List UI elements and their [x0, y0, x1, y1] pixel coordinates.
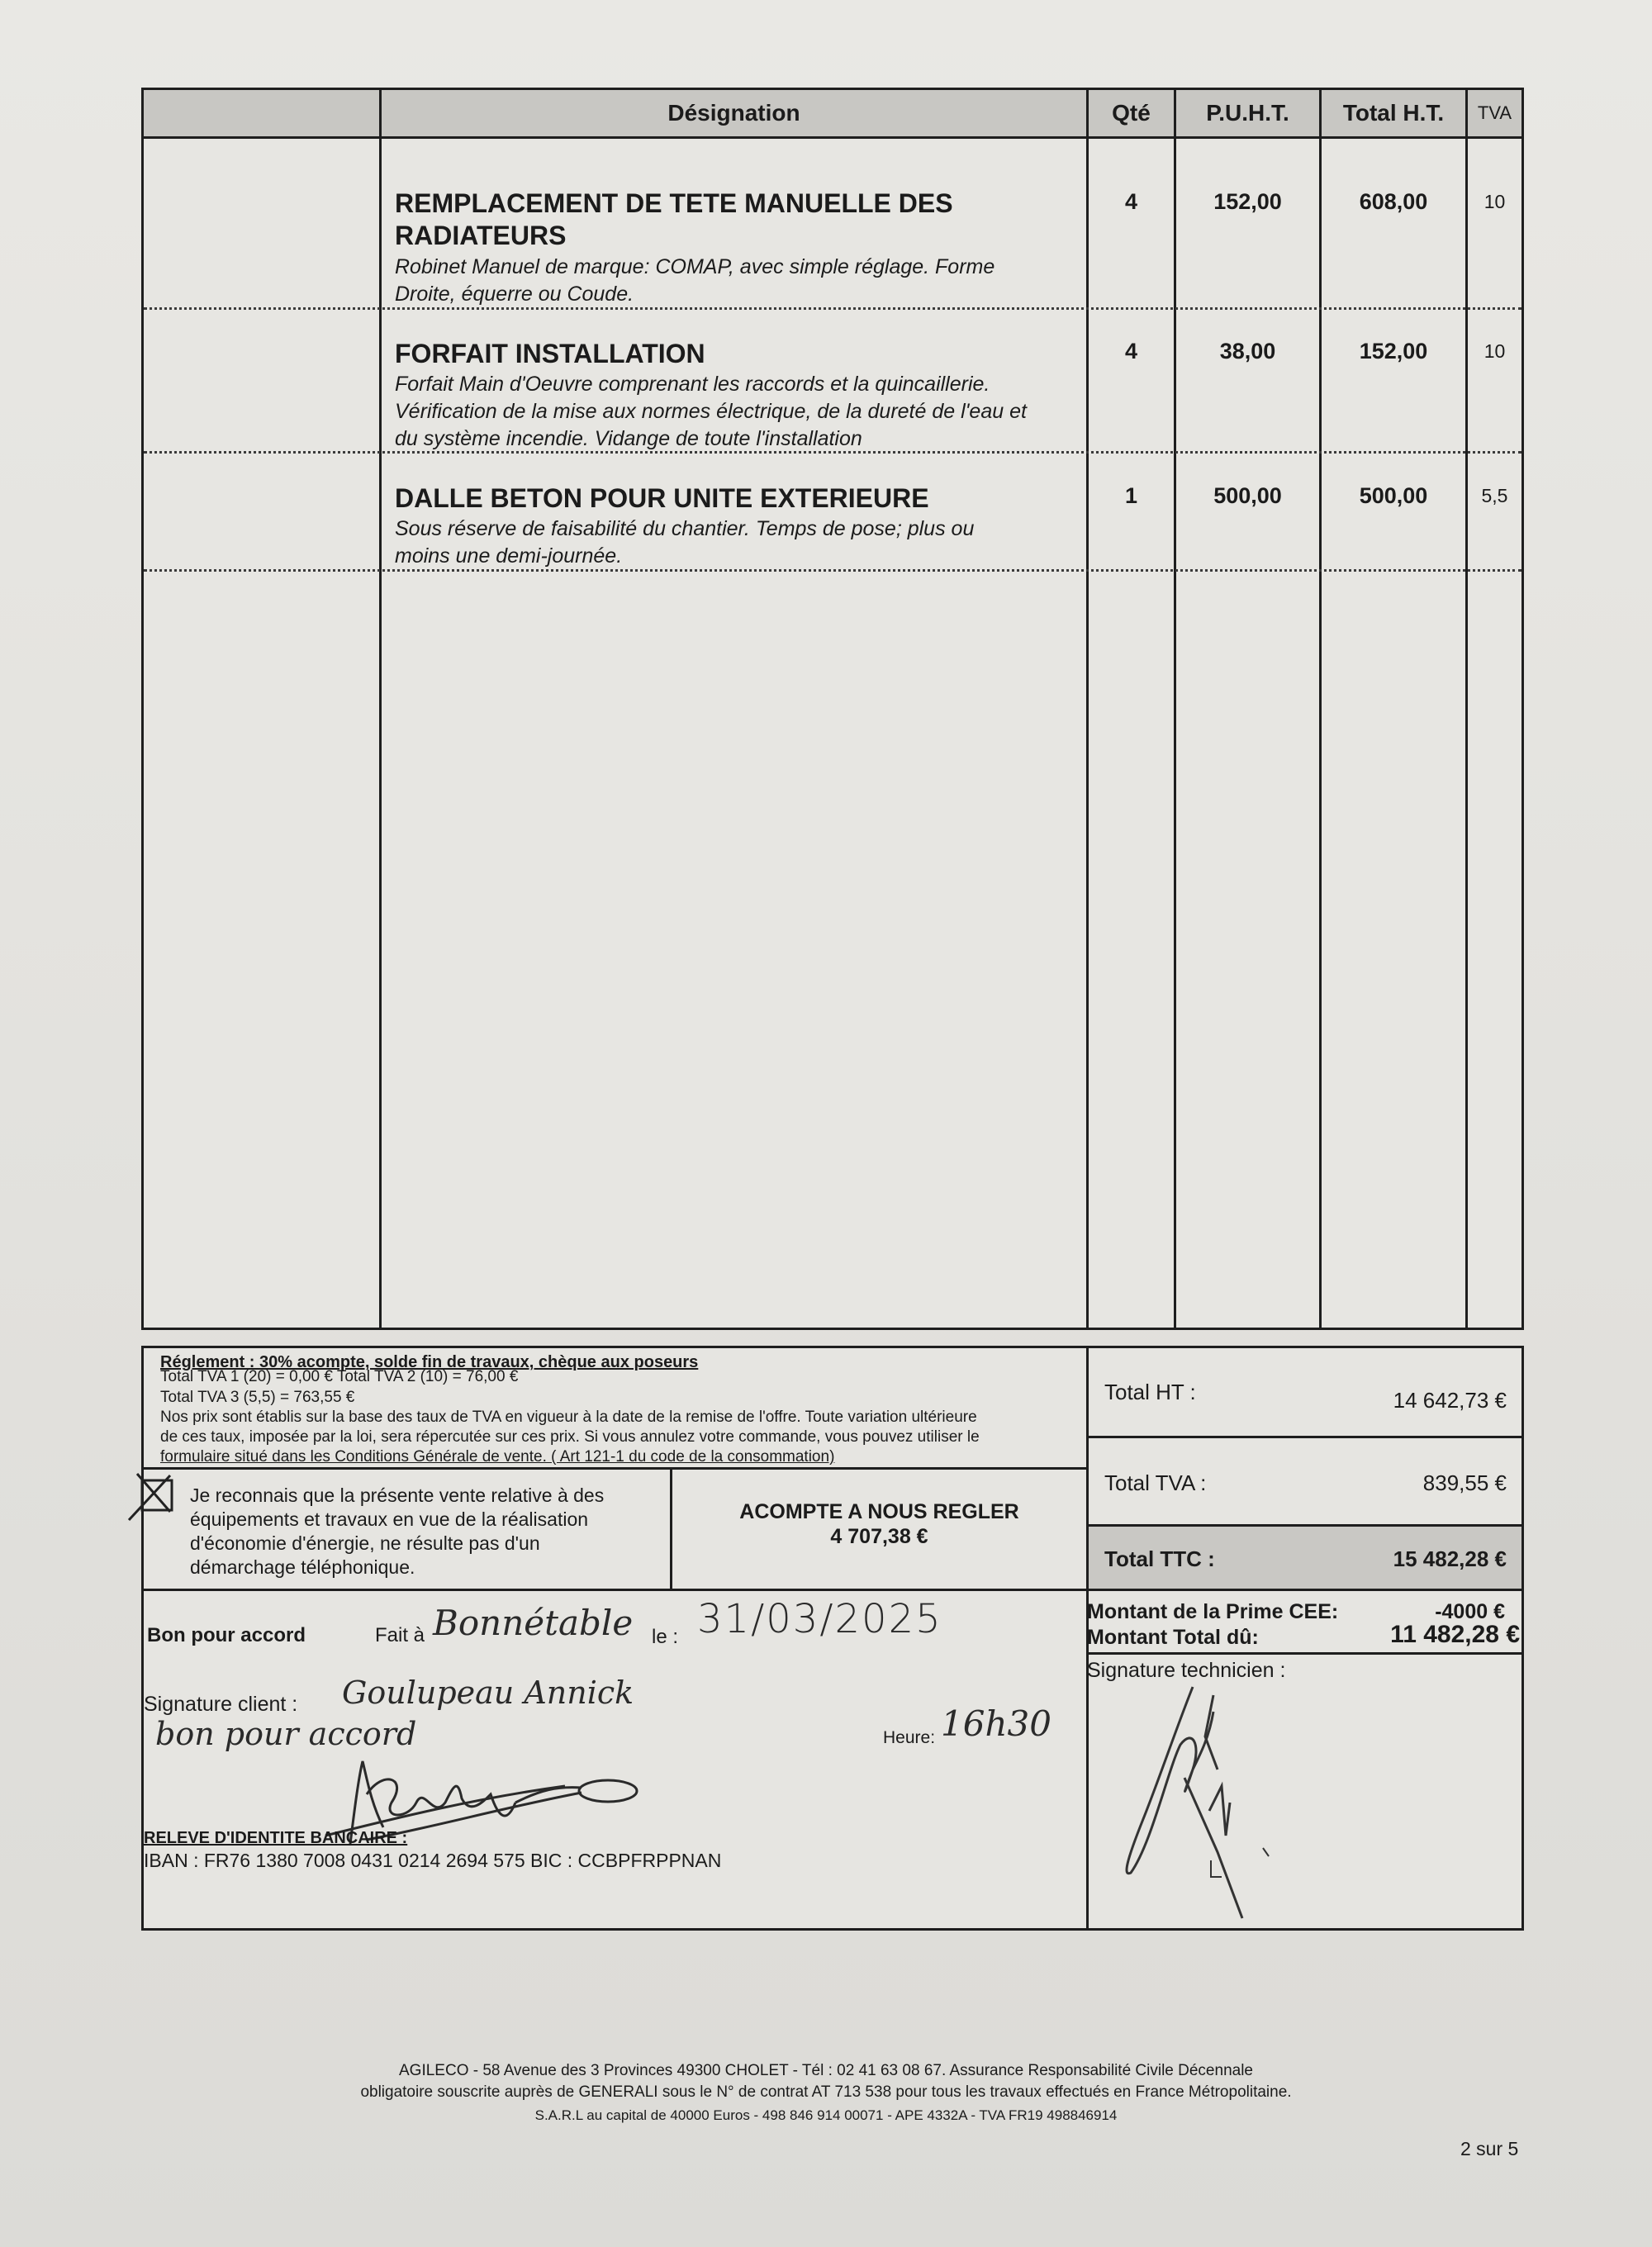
items-table: [141, 88, 1524, 1330]
item-total-ht: 152,00: [1359, 339, 1428, 363]
item-description: Vérification de la mise aux normes électrique, de la dureté de l'eau et: [395, 400, 1027, 423]
total-ttc-label: Total TTC :: [1104, 1546, 1215, 1571]
box-divider: [1086, 1436, 1521, 1438]
item-description: Sous réserve de faisabilité du chantier. Temps de pose; plus ou: [395, 517, 975, 540]
prime-cee-label: Montant de la Prime CEE:: [1087, 1600, 1339, 1623]
box-divider: [144, 1589, 1521, 1591]
footer-line: AGILECO - 58 Avenue des 3 Provinces 49300 CHOLET - Tél : 02 41 63 08 67. Assurance Responsabilité Civile Décennale: [399, 2062, 1253, 2079]
box-divider: [1086, 1524, 1521, 1527]
item-title: DALLE BETON POUR UNITE EXTERIEURE: [395, 483, 929, 513]
header-tva: TVA: [1477, 102, 1512, 123]
technician-signature-label: Signature technicien :: [1087, 1659, 1286, 1682]
row-separator: [144, 451, 1521, 454]
acompte-block: [672, 1499, 1086, 1549]
total-tva-label: Total TVA :: [1104, 1470, 1207, 1495]
acompte-label: ACOMPTE A NOUS REGLER: [739, 1500, 1019, 1523]
heure-label: Heure:: [883, 1728, 936, 1747]
item-title: REMPLACEMENT DE TETE MANUELLE DES: [395, 188, 953, 218]
acknowledgement-line: d'économie d'énergie, ne résulte pas d'un: [190, 1532, 540, 1554]
total-ttc-value: 15 482,28 €: [1393, 1546, 1507, 1571]
box-divider: [1086, 1652, 1521, 1655]
bon-pour-accord-label: Bon pour accord: [147, 1624, 306, 1646]
item-unit-price: 38,00: [1219, 339, 1276, 363]
item-description: du système incendie. Vidange de toute l'installation: [395, 427, 862, 450]
item-tva: 5,5: [1481, 485, 1508, 506]
header-qty: Qté: [1112, 100, 1151, 126]
checkbox-cross-icon: [134, 1472, 183, 1522]
payment-terms: Réglement : 30% acompte, solde fin de travaux, chèque aux poseurs: [160, 1353, 699, 1371]
header-total-ht: Total H.T.: [1342, 100, 1445, 126]
total-ht-value: 14 642,73 €: [1393, 1388, 1507, 1413]
summary-box: [141, 1346, 1524, 1931]
column-divider: [1174, 90, 1176, 1328]
row-separator: [144, 307, 1521, 310]
item-tva: 10: [1483, 191, 1506, 212]
item-total-ht: 608,00: [1359, 189, 1428, 214]
item-qty: 1: [1124, 483, 1138, 508]
item-description: Forfait Main d'Oeuvre comprenant les raccords et la quincaillerie.: [395, 373, 990, 396]
column-divider: [1319, 90, 1322, 1328]
bank-details: IBAN : FR76 1380 7008 0431 0214 2694 575 BIC : CCBPFRPPNAN: [144, 1850, 722, 1871]
fait-a-label: Fait à: [375, 1624, 425, 1646]
item-qty: 4: [1124, 189, 1138, 214]
fait-a-value: Bonnétable: [433, 1603, 634, 1643]
total-due-label: Montant Total dû:: [1087, 1626, 1259, 1649]
row-separator: [144, 569, 1521, 572]
item-tva: 10: [1483, 340, 1506, 362]
client-signature-label: Signature client :: [144, 1693, 298, 1716]
acknowledgement-text: [190, 1484, 604, 1580]
box-divider: [144, 1467, 1086, 1470]
tva-notice: de ces taux, imposée par la loi, sera répercutée sur ces prix. Si vous annulez votre commande, vous pouvez utiliser le: [160, 1428, 980, 1446]
item-description: moins une demi-journée.: [395, 544, 623, 568]
item-title: RADIATEURS: [395, 221, 567, 250]
date-value: 31/03/2025: [697, 1596, 942, 1642]
header-unit-price: P.U.H.T.: [1206, 100, 1289, 126]
item-title: FORFAIT INSTALLATION: [395, 339, 705, 368]
item-description: Robinet Manuel de marque: COMAP, avec simple réglage. Forme: [395, 255, 995, 278]
total-due-value: 11 482,28 €: [1390, 1621, 1520, 1648]
item-unit-price: 500,00: [1213, 483, 1282, 508]
footer-line: obligatoire souscrite auprès de GENERALI sous le N° de contrat AT 713 538 pour tous les travaux effectués en France Métropolitaine.: [360, 2083, 1292, 2101]
column-divider: [1465, 90, 1468, 1328]
tva-notice: formulaire situé dans les Conditions Générale de vente. ( Art 121-1 du code de la consommation): [160, 1448, 835, 1466]
tva-notice: Nos prix sont établis sur la base des taux de TVA en vigueur à la date de la remise de l'offre. Toute variation ultérieure: [160, 1409, 977, 1426]
acknowledgement-line: démarchage téléphonique.: [190, 1556, 415, 1578]
column-divider: [1086, 90, 1089, 1328]
footer-line: S.A.R.L au capital de 40000 Euros - 498 846 914 00071 - APE 4332A - TVA FR19 498846914: [534, 2107, 1118, 2123]
total-ht-label: Total HT :: [1104, 1380, 1196, 1404]
page-number: 2 sur 5: [1460, 2138, 1519, 2159]
item-qty: 4: [1124, 339, 1138, 363]
item-description: Droite, équerre ou Coude.: [395, 283, 634, 306]
tva-breakdown-line: Total TVA 3 (5,5) = 763,55 €: [160, 1389, 355, 1406]
prime-cee-value: -4000 €: [1435, 1600, 1505, 1623]
bank-title: RELEVE D'IDENTITE BANCAIRE :: [144, 1829, 408, 1847]
client-name-handwritten: Goulupeau Annick: [342, 1675, 634, 1711]
technician-signature: [1102, 1679, 1317, 1926]
acknowledgement-checkbox[interactable]: [140, 1480, 173, 1513]
item-unit-price: 152,00: [1213, 189, 1282, 214]
tva-breakdown-line: Total TVA 1 (20) = 0,00 € Total TVA 2 (10) = 76,00 €: [160, 1368, 519, 1385]
heure-value: 16h30: [941, 1703, 1051, 1744]
item-total-ht: 500,00: [1359, 483, 1428, 508]
column-divider: [379, 90, 382, 1328]
acknowledgement-line: équipements et travaux en vue de la réalisation: [190, 1508, 589, 1530]
client-mention-handwritten: bon pour accord: [155, 1716, 417, 1752]
header-designation: Désignation: [667, 100, 800, 126]
acknowledgement-line: Je reconnais que la présente vente relative à des: [190, 1485, 605, 1506]
date-label: le :: [652, 1626, 679, 1648]
total-tva-value: 839,55 €: [1422, 1470, 1507, 1495]
acompte-value: 4 707,38 €: [830, 1525, 928, 1548]
